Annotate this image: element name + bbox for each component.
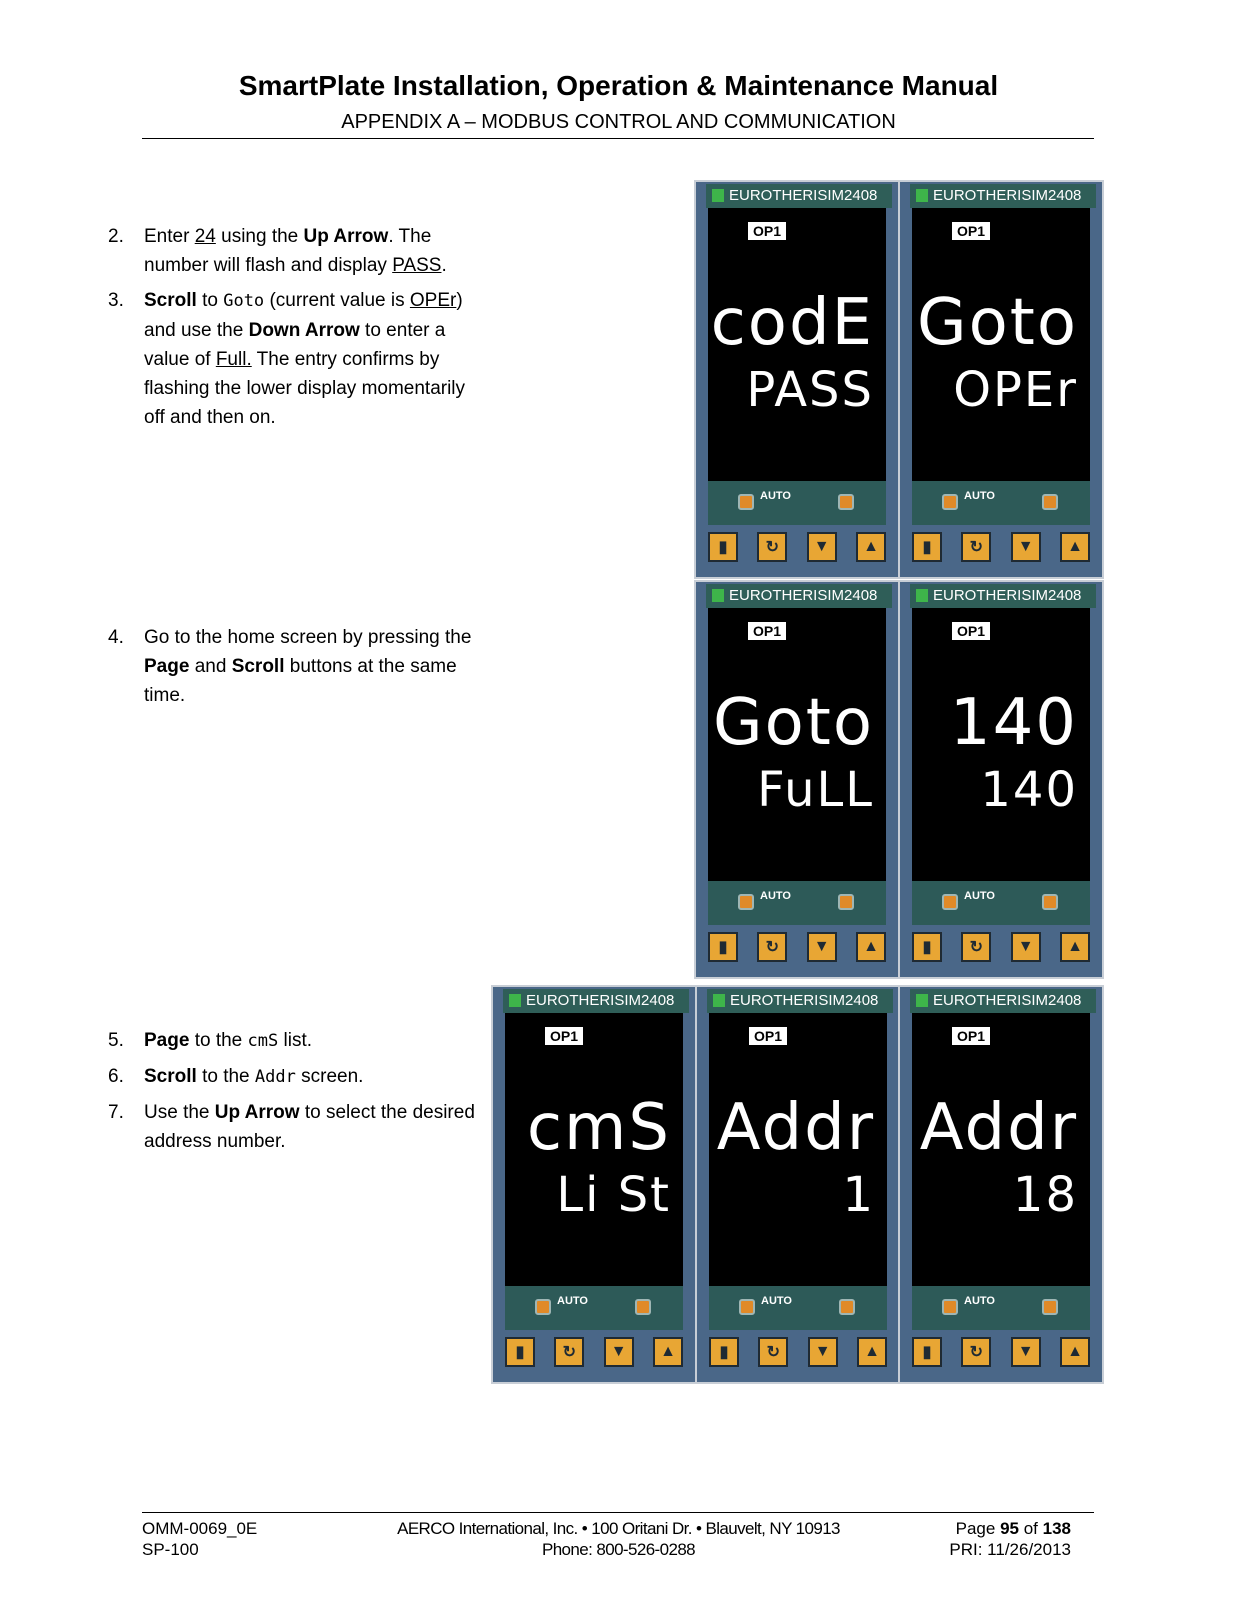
appendix-subtitle: APPENDIX A – MODBUS CONTROL AND COMMUNICATION: [341, 111, 896, 133]
step-text: Enter 24 using the Up Arrow. The number will flash and display PASS.: [144, 226, 447, 276]
upper-readout: codE: [710, 286, 874, 360]
led-indicator-icon: [942, 894, 958, 910]
controller-brand-bar: [910, 184, 1096, 208]
led-indicator-icon: [942, 1299, 958, 1315]
auto-bar: [505, 1286, 683, 1330]
led-indicator-icon: [1042, 1299, 1058, 1315]
page-icon: ▮: [505, 1337, 535, 1367]
header-divider: [142, 138, 1094, 139]
controller-brand: EUROTHERISIM2408: [933, 992, 1082, 1009]
step-7: [108, 1098, 488, 1156]
lower-readout: FuLL: [757, 762, 874, 818]
auto-bar: [912, 1286, 1090, 1330]
step-3: [108, 286, 488, 432]
controller-brand: EUROTHERISIM2408: [933, 187, 1082, 204]
controller-panel: [491, 985, 697, 1384]
led-indicator-icon: [1042, 494, 1058, 510]
auto-bar: [912, 481, 1090, 525]
step-2: [108, 222, 488, 280]
pri-date: PRI: 11/26/2013: [949, 1540, 1071, 1559]
step-5: [108, 1026, 488, 1056]
lower-readout: Li St: [556, 1167, 671, 1223]
controller-display: [912, 608, 1090, 881]
upper-readout: Addr: [919, 1091, 1078, 1165]
controller-buttons: [708, 932, 886, 962]
controller-buttons: [505, 1337, 683, 1367]
page-icon: ▮: [912, 1337, 942, 1367]
manual-title: SmartPlate Installation, Operation & Maintenance Manual: [238, 70, 999, 101]
auto-label: AUTO: [760, 890, 791, 902]
up-arrow-icon: ▲: [1060, 532, 1090, 562]
op1-indicator: OP1: [545, 1027, 583, 1045]
auto-label: AUTO: [761, 1295, 792, 1307]
steps-group-3: [108, 1026, 488, 1162]
down-arrow-icon: ▼: [604, 1337, 634, 1367]
controller-panel: [898, 580, 1104, 979]
eurotherm-logo-icon: [712, 589, 724, 602]
company-phone: Phone: 800-526-0288: [541, 1540, 696, 1559]
step-number: 7.: [108, 1102, 124, 1123]
up-arrow-icon: ▲: [1060, 932, 1090, 962]
controller-buttons: [912, 532, 1090, 562]
step-text: Scroll to the Addr screen.: [144, 1066, 364, 1087]
up-arrow-icon: ▲: [857, 1337, 887, 1367]
op1-indicator: OP1: [749, 1027, 787, 1045]
step-text: Page to the cmS list.: [144, 1030, 313, 1051]
upper-readout: cmS: [526, 1091, 671, 1165]
steps-group-2: [108, 623, 488, 716]
down-arrow-icon: ▼: [808, 1337, 838, 1367]
controller-buttons: [912, 1337, 1090, 1367]
op1-indicator: OP1: [952, 1027, 990, 1045]
page-icon: ▮: [708, 932, 738, 962]
controller-panel: [898, 985, 1104, 1384]
page-icon: ▮: [709, 1337, 739, 1367]
lower-readout: 140: [980, 762, 1078, 818]
controller-panel: [694, 180, 900, 579]
led-indicator-icon: [942, 494, 958, 510]
lower-readout: OPEr: [953, 362, 1078, 418]
company-address: AERCO International, Inc. • 100 Oritani Dr. • Blauvelt, NY 10913: [397, 1519, 840, 1538]
led-indicator-icon: [838, 894, 854, 910]
led-indicator-icon: [635, 1299, 651, 1315]
up-arrow-icon: ▲: [1060, 1337, 1090, 1367]
controller-panel: [898, 180, 1104, 579]
auto-label: AUTO: [557, 1295, 588, 1307]
controller-brand-bar: [706, 184, 892, 208]
scroll-icon: ↻: [961, 1337, 991, 1367]
scroll-icon: ↻: [758, 1337, 788, 1367]
upper-readout: Goto: [713, 686, 874, 760]
controller-brand-bar: [910, 989, 1096, 1013]
led-indicator-icon: [738, 894, 754, 910]
lower-readout: PASS: [746, 362, 874, 418]
scroll-icon: ↻: [961, 532, 991, 562]
controller-display: [912, 208, 1090, 481]
down-arrow-icon: ▼: [1011, 932, 1041, 962]
led-indicator-icon: [738, 494, 754, 510]
step-text: Scroll to Goto (current value is OPEr) and use the Down Arrow to enter a value of Full. The entry confirms by flashing the lower display momentarily off and then on.: [144, 290, 466, 428]
auto-bar: [708, 881, 886, 925]
auto-label: AUTO: [964, 490, 995, 502]
eurotherm-logo-icon: [916, 589, 928, 602]
op1-indicator: OP1: [748, 622, 786, 640]
controller-buttons: [912, 932, 1090, 962]
controller-brand-bar: [707, 989, 893, 1013]
upper-readout: Goto: [917, 286, 1078, 360]
up-arrow-icon: ▲: [653, 1337, 683, 1367]
auto-label: AUTO: [964, 890, 995, 902]
eurotherm-logo-icon: [916, 189, 928, 202]
auto-label: AUTO: [760, 490, 791, 502]
down-arrow-icon: ▼: [807, 932, 837, 962]
step-number: 2.: [108, 226, 124, 247]
controller-buttons: [709, 1337, 887, 1367]
step-6: [108, 1062, 488, 1092]
controller-brand: EUROTHERISIM2408: [729, 587, 878, 604]
step-text: Use the Up Arrow to select the desired address number.: [144, 1102, 475, 1152]
page-icon: ▮: [708, 532, 738, 562]
controller-brand-bar: [910, 584, 1096, 608]
page-icon: ▮: [912, 532, 942, 562]
led-indicator-icon: [839, 1299, 855, 1315]
step-number: 4.: [108, 627, 124, 648]
auto-bar: [912, 881, 1090, 925]
scroll-icon: ↻: [757, 932, 787, 962]
down-arrow-icon: ▼: [1011, 1337, 1041, 1367]
down-arrow-icon: ▼: [807, 532, 837, 562]
controller-brand: EUROTHERISIM2408: [526, 992, 675, 1009]
auto-label: AUTO: [964, 1295, 995, 1307]
op1-indicator: OP1: [748, 222, 786, 240]
eurotherm-logo-icon: [713, 994, 725, 1007]
controller-display: [708, 608, 886, 881]
controller-brand: EUROTHERISIM2408: [729, 187, 878, 204]
controller-display: [708, 208, 886, 481]
controller-panel: [695, 985, 901, 1384]
eurotherm-logo-icon: [509, 994, 521, 1007]
up-arrow-icon: ▲: [856, 932, 886, 962]
step-number: 6.: [108, 1066, 124, 1087]
led-indicator-icon: [838, 494, 854, 510]
controller-display: [709, 1013, 887, 1286]
led-indicator-icon: [535, 1299, 551, 1315]
controller-panel: [694, 580, 900, 979]
doc-id: OMM-0069_0E: [142, 1519, 258, 1538]
controller-buttons: [708, 532, 886, 562]
led-indicator-icon: [1042, 894, 1058, 910]
upper-readout: Addr: [716, 1091, 875, 1165]
lower-readout: 1: [842, 1167, 875, 1223]
auto-bar: [708, 481, 886, 525]
page-icon: ▮: [912, 932, 942, 962]
op1-indicator: OP1: [952, 622, 990, 640]
step-4: [108, 623, 488, 710]
eurotherm-logo-icon: [916, 994, 928, 1007]
upper-readout: 140: [949, 686, 1078, 760]
op1-indicator: OP1: [952, 222, 990, 240]
controller-brand-bar: [503, 989, 689, 1013]
footer-right: [949, 1518, 1071, 1560]
steps-group-1: [108, 222, 488, 438]
down-arrow-icon: ▼: [1011, 532, 1041, 562]
auto-bar: [709, 1286, 887, 1330]
model-id: SP-100: [142, 1540, 199, 1559]
controller-brand: EUROTHERISIM2408: [730, 992, 879, 1009]
controller-brand-bar: [706, 584, 892, 608]
controller-brand: EUROTHERISIM2408: [933, 587, 1082, 604]
controller-display: [912, 1013, 1090, 1286]
scroll-icon: ↻: [554, 1337, 584, 1367]
up-arrow-icon: ▲: [856, 532, 886, 562]
page-number: Page 95 of 138: [955, 1519, 1071, 1538]
step-number: 3.: [108, 290, 124, 311]
step-text: Go to the home screen by pressing the Page and Scroll buttons at the same time.: [144, 627, 472, 706]
led-indicator-icon: [739, 1299, 755, 1315]
eurotherm-logo-icon: [712, 189, 724, 202]
lower-readout: 18: [1012, 1167, 1078, 1223]
footer-divider: [142, 1512, 1094, 1513]
step-number: 5.: [108, 1030, 124, 1051]
controller-display: [505, 1013, 683, 1286]
scroll-icon: ↻: [961, 932, 991, 962]
scroll-icon: ↻: [757, 532, 787, 562]
